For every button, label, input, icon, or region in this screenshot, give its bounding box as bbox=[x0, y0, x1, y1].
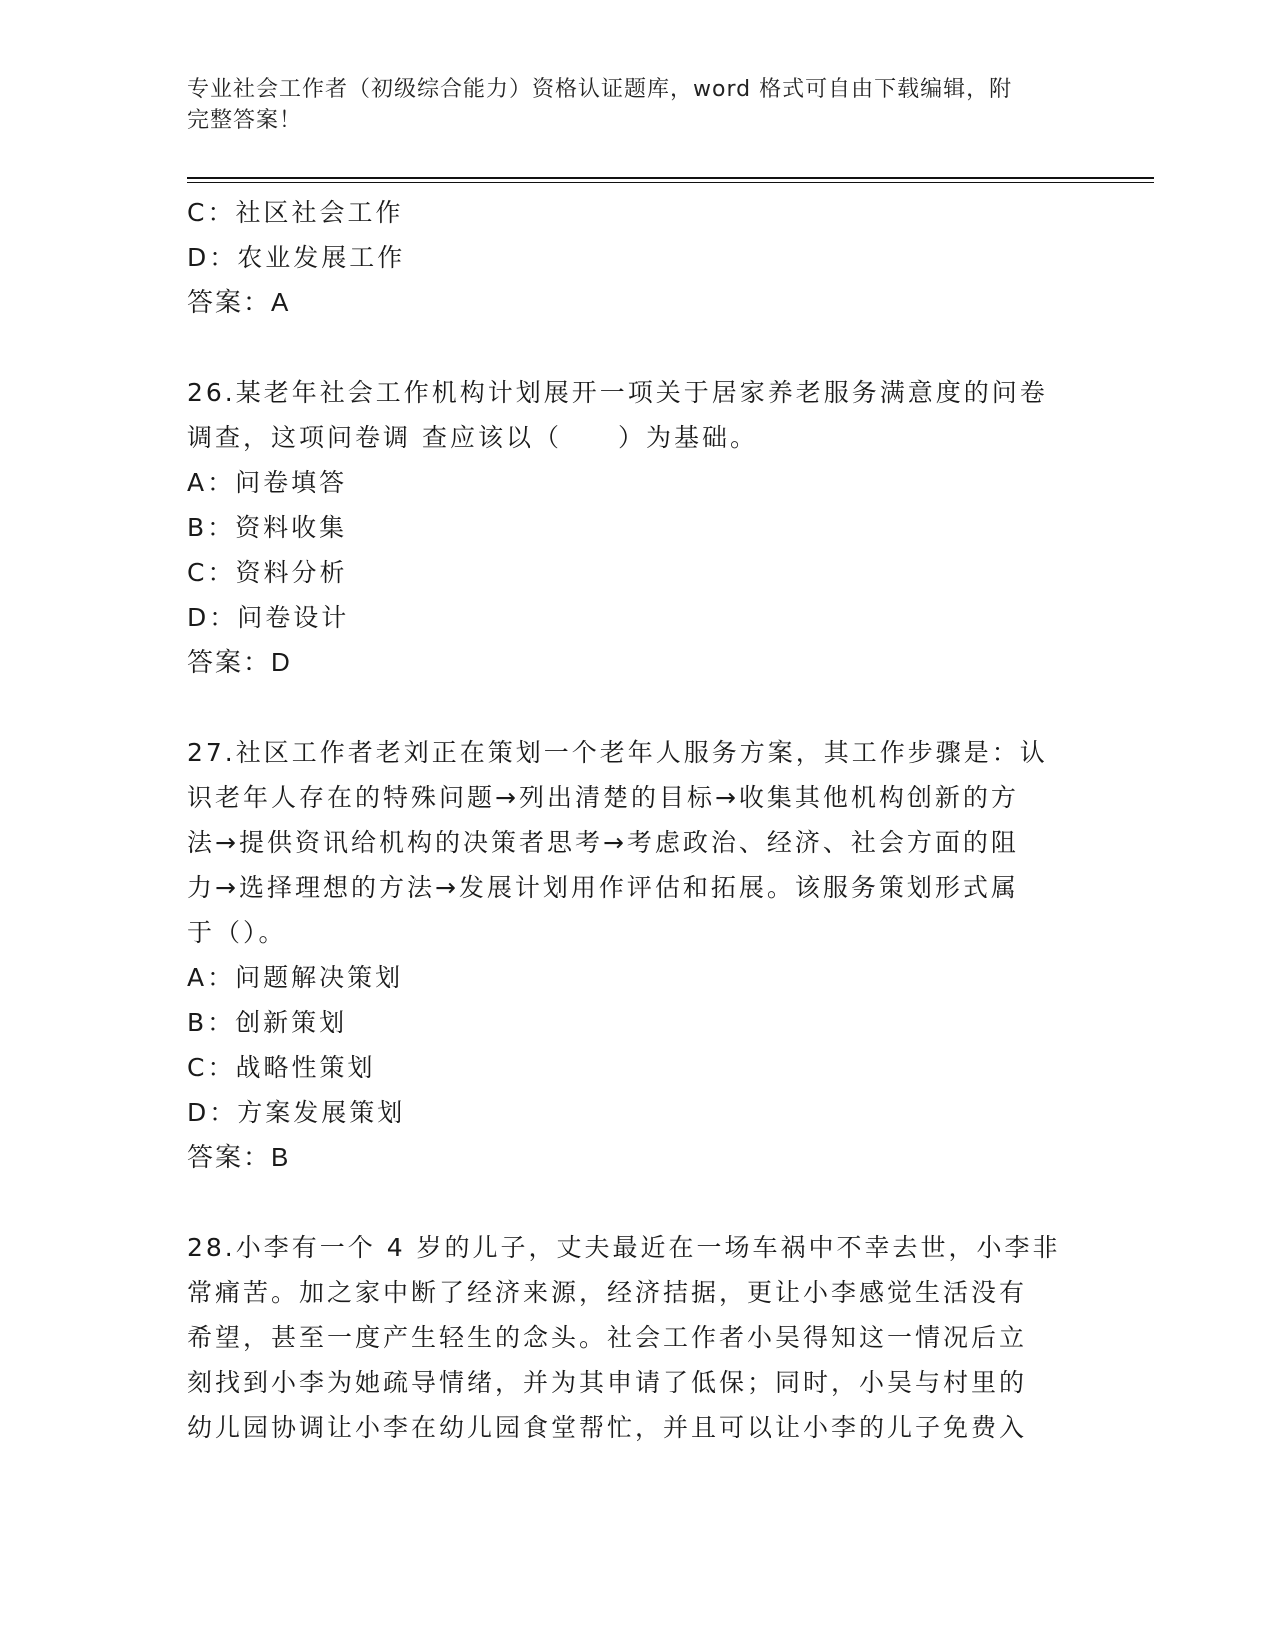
question-stem-line: 26.某老年社会工作机构计划展开一项关于居家养老服务满意度的问卷 bbox=[187, 378, 1048, 407]
question-27 bbox=[187, 730, 1067, 1180]
answer-line: 答案：A bbox=[187, 287, 291, 317]
header-text-line-2: 完整答案！ bbox=[187, 108, 303, 133]
question-stem-line: 刻找到小李为她疏导情绪，并为其申请了低保；同时，小吴与村里的 bbox=[187, 1368, 1028, 1397]
option-a: A：问题解决策划 bbox=[187, 963, 404, 992]
option-d: D：方案发展策划 bbox=[187, 1098, 406, 1127]
question-stem-line: 于（）。 bbox=[187, 918, 287, 947]
option-b: B：资料收集 bbox=[187, 513, 348, 542]
spacer bbox=[187, 325, 1067, 370]
question-stem-line: 力→选择理想的方法→发展计划用作评估和拓展。该服务策划形式属 bbox=[187, 873, 1019, 902]
spacer bbox=[187, 685, 1067, 730]
header-divider-thin bbox=[187, 182, 1154, 183]
option-b: B：创新策划 bbox=[187, 1008, 348, 1037]
previous-question-tail bbox=[187, 190, 1067, 325]
option-c: C：战略性策划 bbox=[187, 1053, 376, 1082]
question-content bbox=[187, 190, 1067, 1450]
option-d: D：农业发展工作 bbox=[187, 243, 406, 272]
page-header bbox=[187, 74, 1067, 136]
option-c: C：资料分析 bbox=[187, 558, 348, 587]
question-stem-line: 幼儿园协调让小李在幼儿园食堂帮忙，并且可以让小李的儿子免费入 bbox=[187, 1413, 1028, 1442]
question-stem-line: 希望，甚至一度产生轻生的念头。社会工作者小吴得知这一情况后立 bbox=[187, 1323, 1028, 1352]
spacer bbox=[187, 1180, 1067, 1225]
question-28 bbox=[187, 1225, 1067, 1450]
question-26 bbox=[187, 370, 1067, 685]
question-stem-line: 法→提供资讯给机构的决策者思考→考虑政治、经济、社会方面的阻 bbox=[187, 828, 1019, 857]
answer-line: 答案：D bbox=[187, 647, 292, 677]
question-stem-line: 识老年人存在的特殊问题→列出清楚的目标→收集其他机构创新的方 bbox=[187, 783, 1019, 812]
question-stem-line: 调查，这项问卷调 查应该以（ ）为基础。 bbox=[187, 423, 758, 452]
answer-line: 答案：B bbox=[187, 1142, 291, 1172]
question-stem-line: 27.社区工作者老刘正在策划一个老年人服务方案，其工作步骤是：认 bbox=[187, 738, 1048, 767]
header-divider-thick bbox=[187, 177, 1154, 179]
option-c: C：社区社会工作 bbox=[187, 198, 404, 227]
option-d: D：问卷设计 bbox=[187, 603, 350, 632]
option-a: A：问卷填答 bbox=[187, 468, 348, 497]
header-text-line-1: 专业社会工作者（初级综合能力）资格认证题库，word 格式可自由下载编辑，附 bbox=[187, 77, 1013, 102]
question-stem-line: 28.小李有一个 4 岁的儿子，丈夫最近在一场车祸中不幸去世，小李非 bbox=[187, 1233, 1061, 1262]
question-stem-line: 常痛苦。加之家中断了经济来源，经济拮据，更让小李感觉生活没有 bbox=[187, 1278, 1028, 1307]
